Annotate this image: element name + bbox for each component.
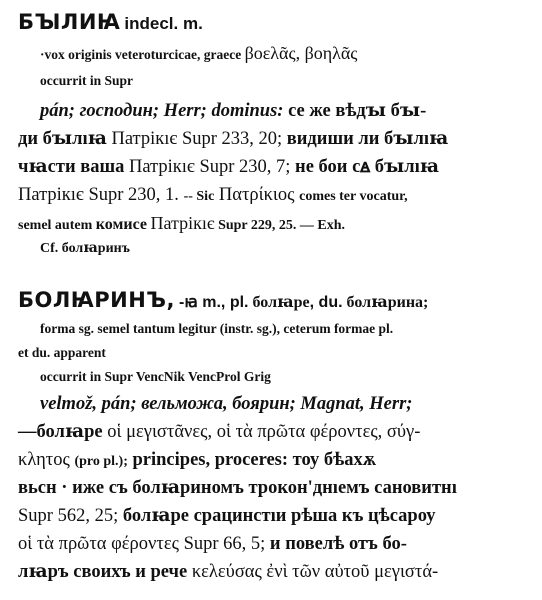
- entry-2-dash: —: [18, 422, 37, 442]
- entry-2-headword: БОЛꙖРИНЪ,: [18, 288, 175, 312]
- entry-1-reference-4: Supr 229, 25. — Exh.: [218, 218, 346, 233]
- entry-2-heading-line: [18, 290, 428, 311]
- entry-1-cf-word: болꙗринъ: [61, 241, 130, 256]
- entry-1-gloss-line: [40, 102, 426, 121]
- entry-2-forma-1: forma sg. semel tantum legitur (instr. sg.), ceterum formae pl.: [40, 321, 394, 336]
- entry-2-quote-3: и повелѣ отъ бо-: [269, 534, 407, 554]
- entry-1-quote-3: видиши ли бꙑлıꙗ: [286, 129, 449, 149]
- entry-1-heading-line: [18, 12, 203, 33]
- entry-2-quote-2: болꙗре срацинстıи рѣша къ цѣсароу: [122, 506, 436, 526]
- entry-2-grammar-c: , du.: [309, 294, 343, 311]
- entry-2-grammar-a: -ꙗ m., pl.: [179, 294, 249, 311]
- entry-2-reference-1: Supr 562, 25;: [18, 506, 119, 526]
- entry-2-line-5: [18, 423, 420, 442]
- entry-1-reference-2: Патрікıє Supr 230, 7;: [128, 157, 291, 177]
- entry-2-gloss: velmož, pán; вельможа, боярин; Magnat, Herr;: [40, 394, 413, 414]
- entry-2-greek-3: οἱ τὰ πρῶτα φέροντες: [18, 534, 179, 554]
- entry-1-komise: комисе: [95, 216, 147, 233]
- entry-1-origin-prefix: ·vox originis veteroturcicae, graece: [40, 47, 242, 62]
- entry-1-grammar: indecl. m.: [124, 14, 203, 33]
- entry-1-quote-5: не бои сꙙ бꙑлıꙗ: [295, 157, 439, 177]
- entry-2-latin: principes, proceres:: [132, 450, 289, 470]
- entry-2-reference-2: Supr 66, 5;: [183, 534, 266, 554]
- entry-2-quote-4: лꙗръ своихъ и рече: [18, 562, 188, 582]
- entry-2-grammar-b: болꙗре: [252, 294, 310, 311]
- entry-2-grammar-d: болꙗрина;: [346, 294, 429, 311]
- entry-2-greek-1: οἱ μεγιστᾶνες, οἱ τὰ πρῶτα φέροντες, σύγ-: [107, 422, 421, 442]
- entry-1-sic: -- Sic: [183, 189, 215, 204]
- entry-1-greek-name: Πατρίκιος: [218, 185, 295, 205]
- entry-2-line-8: [18, 507, 436, 526]
- entry-1-line-6: [18, 130, 448, 149]
- entry-1-name-4: Патрікıє: [150, 213, 215, 233]
- entry-1-reference-1: Патрікıє Supr 233, 20;: [111, 129, 283, 149]
- entry-2-line-10: [18, 563, 438, 582]
- entry-2-line-9: [18, 535, 407, 554]
- entry-2-line-6: [18, 451, 376, 470]
- entry-1-cf-line: [40, 242, 130, 256]
- entry-1-quote-4: чꙗсти ваша: [18, 157, 125, 177]
- entry-1-origin-line: [40, 44, 357, 62]
- entry-1-headword: БꙐЛИꙖ: [18, 10, 121, 34]
- entry-1-line-9: [18, 214, 345, 233]
- entry-1-line-8: [18, 186, 408, 205]
- entry-1-reference-3: Патрікıє Supr 230, 1.: [18, 185, 179, 205]
- entry-1-comes-note: comes ter vocatur,: [299, 189, 408, 204]
- entry-1-quote-2: ди бꙑлıꙗ: [18, 129, 107, 149]
- entry-2-bolyare: болꙗре: [36, 422, 103, 442]
- entry-2-pro-pl: (pro pl.);: [74, 454, 128, 469]
- entry-1-gloss: pán; господин; Herr; dominus:: [40, 101, 284, 121]
- entry-1-semel: semel autem: [18, 218, 93, 233]
- entry-1-occurrence: occurrit in Supr: [40, 73, 133, 88]
- entry-1-quote-1: се же вѣдꙑ бꙑ-: [288, 101, 427, 121]
- entry-2-greek-4: κελεύσας ἐνὶ τῶν αὐτοῦ μεγιστά-: [191, 562, 439, 582]
- entry-2-forma-2: et du. apparent: [18, 345, 106, 360]
- entry-2-occurrence: occurrit in Supr VencNik VencProl Grig: [40, 369, 271, 384]
- entry-2-quote-1: тоу бѣахѫ: [292, 450, 377, 470]
- entry-2-line-7: вьсн · иже съ болꙗриномъ трокон'днıемъ сановитнı: [18, 478, 457, 498]
- entry-1-origin-greek: βοελᾶς, βοηλᾶς: [244, 43, 358, 63]
- entry-1-cf-label: Cf.: [40, 241, 59, 256]
- entry-1-line-7: [18, 158, 439, 177]
- entry-2-greek-2: κλητος: [18, 450, 70, 470]
